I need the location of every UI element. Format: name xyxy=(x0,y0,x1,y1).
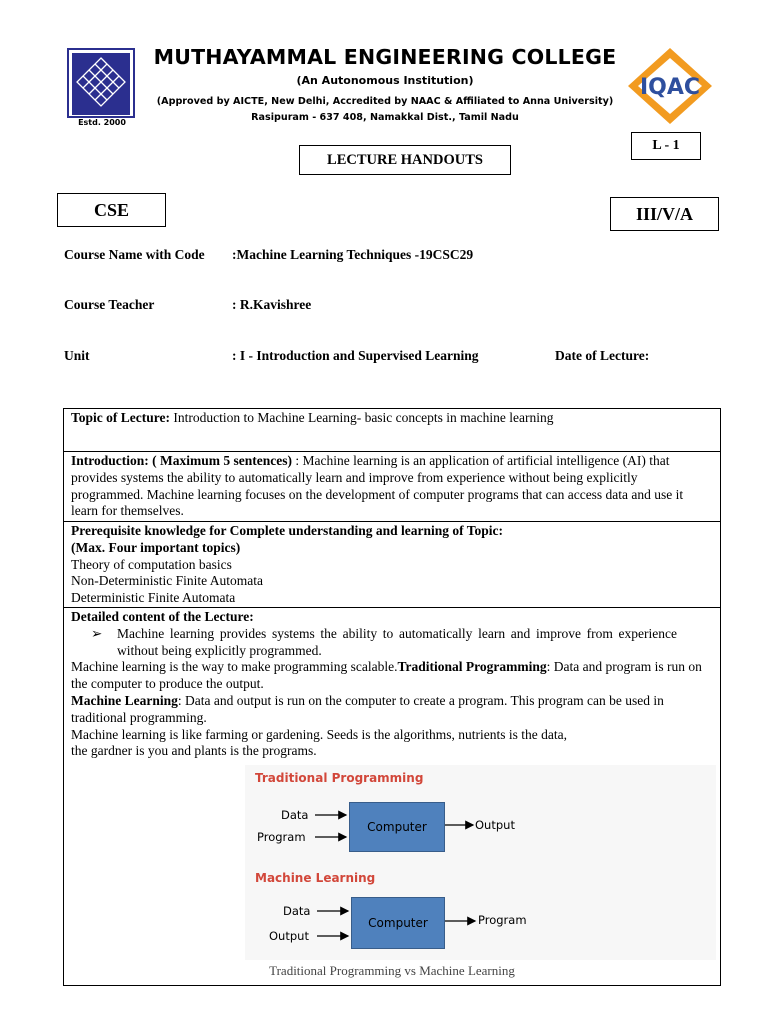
lecture-number: L - 1 xyxy=(631,132,701,160)
college-address: Rasipuram - 637 408, Namakkal Dist., Tamil Nadu xyxy=(251,112,519,123)
ml-output: Program xyxy=(478,913,527,927)
introduction-text: : Machine learning is an application of artificial intelligence (AI) that provides systems the ability to automatically learn and improve from experience without being explicitly programmed. Machine learning focuses on the development of computer programs that can access data and use it learn for themselves. xyxy=(71,453,684,519)
machine-learning-term: Machine Learning xyxy=(71,692,178,708)
unit-value: : I - Introduction and Supervised Learning xyxy=(232,348,479,363)
established-year: Estd. 2000 xyxy=(78,118,126,127)
machine-learning-title: Machine Learning xyxy=(255,871,376,885)
paragraph-machine-learning xyxy=(71,693,713,727)
paragraph-text: Machine learning is the way to make programming scalable. xyxy=(71,659,398,675)
bullet-text: Machine learning provides systems the ability to automatically learn and improve from experience without being explicitly programmed. xyxy=(117,625,677,658)
paragraph-gardening: Machine learning is like farming or gardening. Seeds is the algorithms, nutrients is the data, xyxy=(71,726,568,742)
paragraph-text: : Data and output is run on the computer to create a program. This program can be used in traditional programming. xyxy=(71,692,664,725)
department-box: CSE xyxy=(57,193,166,227)
traditional-programming-term: Traditional Programming xyxy=(397,659,547,675)
introduction-label: Introduction: ( Maximum 5 sentences) xyxy=(71,453,292,468)
course-name-label: Course Name with Code xyxy=(64,247,205,262)
topic-text: Introduction to Machine Learning- basic concepts in machine learning xyxy=(170,410,554,425)
autonomous-subtitle: (An Autonomous Institution) xyxy=(296,74,474,87)
detailed-content-label: Detailed content of the Lecture: xyxy=(71,609,254,624)
prerequisite-sublabel: (Max. Four important topics) xyxy=(71,539,241,555)
course-teacher-label: Course Teacher xyxy=(64,297,155,312)
paragraph-traditional xyxy=(71,659,713,693)
topic-label: Topic of Lecture: xyxy=(71,410,170,425)
prerequisite-label: Prerequisite knowledge for Complete understanding and learning of Topic: xyxy=(71,523,504,538)
iqac-logo xyxy=(620,46,720,126)
college-logo xyxy=(67,48,135,118)
lecture-handouts-title: LECTURE HANDOUTS xyxy=(299,145,511,175)
paragraph-gardening: the gardner is you and plants is the programs. xyxy=(71,743,317,759)
approval-line: (Approved by AICTE, New Delhi, Accredited by NAAC & Affiliated to Anna University) xyxy=(156,96,614,107)
ml-input-output: Output xyxy=(269,929,309,943)
arrow-bullet-icon: ➢ xyxy=(91,625,103,641)
college-name: MUTHAYAMMAL ENGINEERING COLLEGE xyxy=(153,45,617,69)
list-item: Non-Deterministic Finite Automata xyxy=(71,573,263,589)
class-box: III/V/A xyxy=(610,197,719,231)
trad-input-data: Data xyxy=(281,808,309,822)
unit-label: Unit xyxy=(64,348,90,363)
prerequisite-cell xyxy=(64,522,720,608)
iqac-logo-text: IQAC xyxy=(639,75,701,100)
date-of-lecture-label: Date of Lecture: xyxy=(555,348,650,363)
course-teacher-value: : R.Kavishree xyxy=(232,297,312,312)
traditional-programming-title: Traditional Programming xyxy=(255,771,424,785)
course-name-value: :Machine Learning Techniques -19CSC29 xyxy=(232,247,474,262)
list-item: Theory of computation basics xyxy=(71,556,232,572)
ml-computer-box: Computer xyxy=(351,897,445,949)
diagram-caption: Traditional Programming vs Machine Learning xyxy=(269,963,515,978)
introduction-cell xyxy=(64,452,720,522)
trad-input-program: Program xyxy=(257,830,306,844)
trad-output: Output xyxy=(475,818,515,832)
bullet-item xyxy=(71,626,713,660)
trad-computer-box: Computer xyxy=(349,802,445,852)
paragraph-text: : Data and program is run on the computer to produce the output. xyxy=(71,659,702,692)
topic-cell xyxy=(64,409,720,452)
ml-input-data: Data xyxy=(283,904,311,918)
programming-diagram xyxy=(245,765,716,960)
list-item: Deterministic Finite Automata xyxy=(71,590,236,606)
diagram-arrows xyxy=(245,765,716,960)
